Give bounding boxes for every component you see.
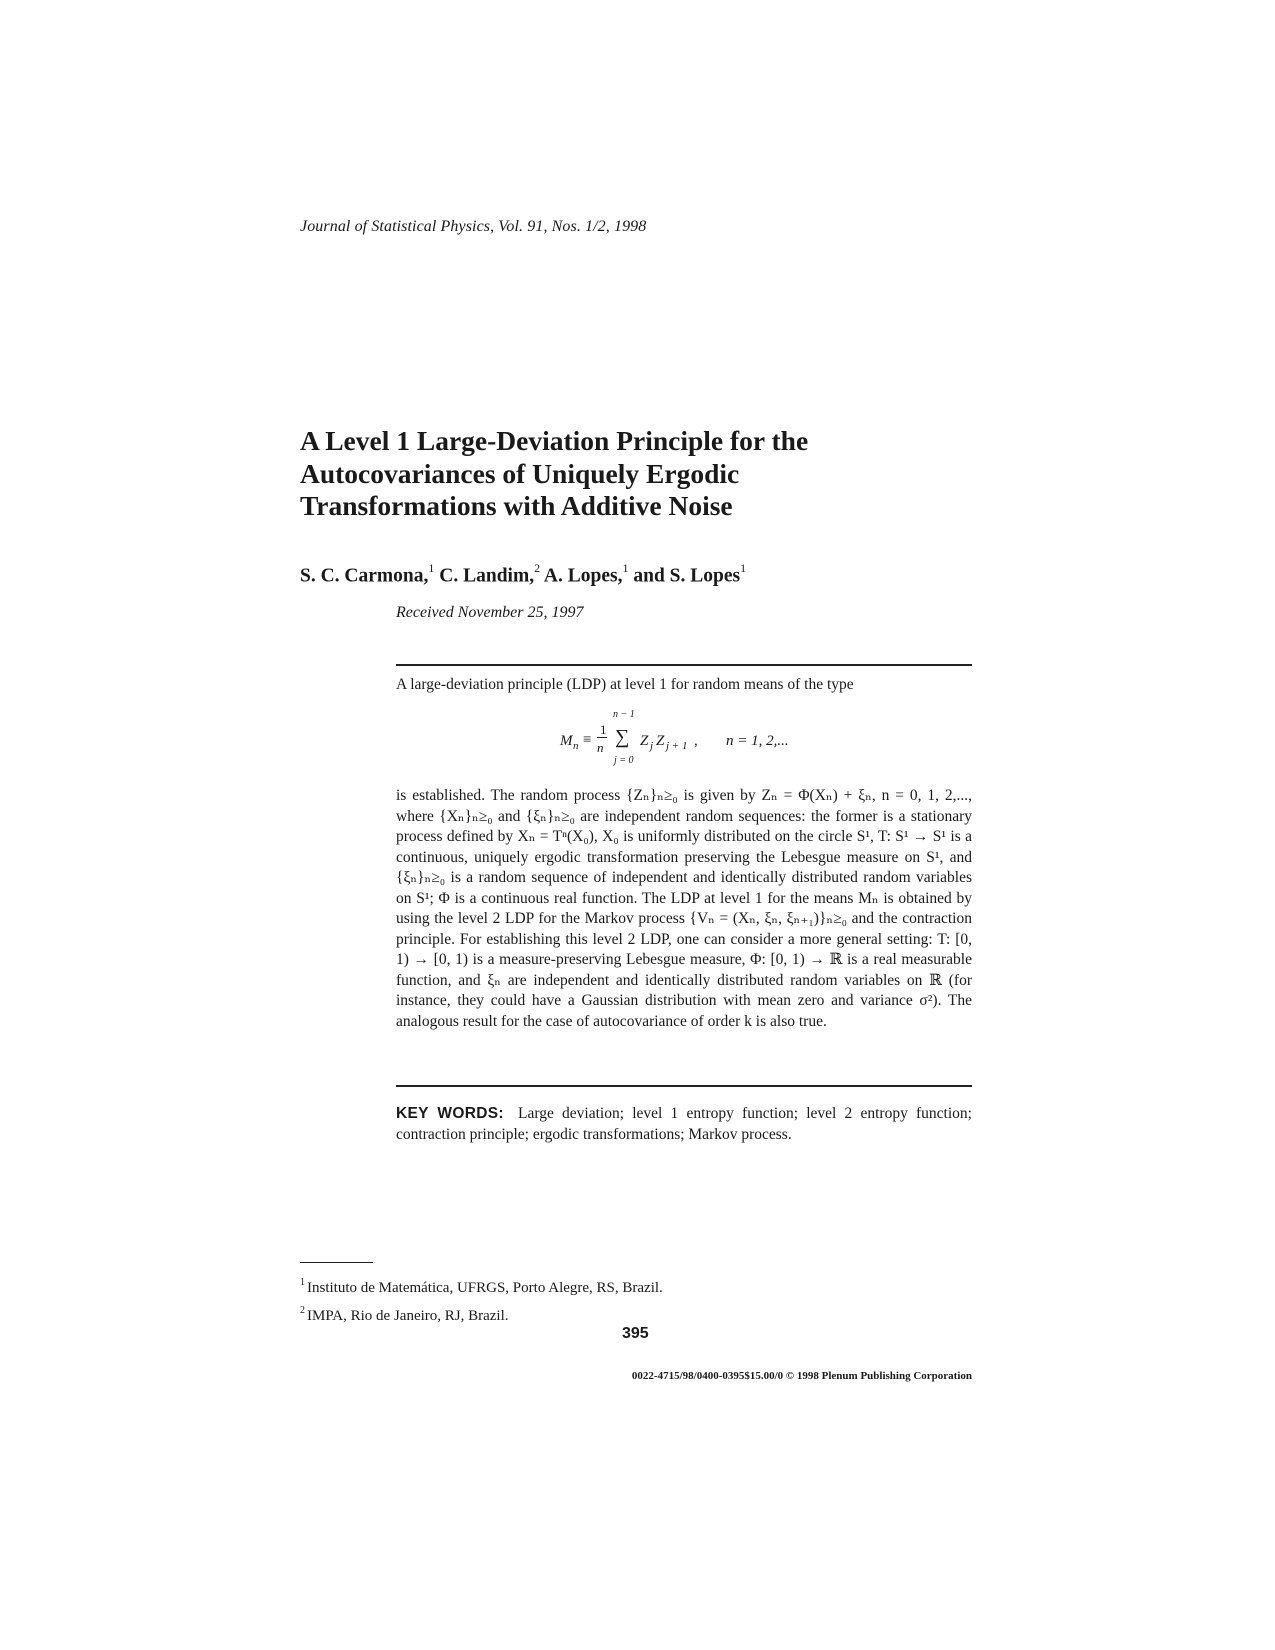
equation-term-subscript: j + 1 — [666, 740, 688, 752]
footnote — [300, 1300, 663, 1328]
sum-lower-limit: j = 0 — [614, 755, 634, 766]
abstract-paragraph: is established. The random process {Zₙ}ₙ≥₀ is given by Zₙ = Φ(Xₙ) + ξₙ, n = 0, 1, 2,..., where {Xₙ}ₙ≥₀ and {ξₙ}ₙ≥₀ are independent random sequences: the former is a stationary process defined by Xₙ = Tⁿ(X₀), X₀ is uniformly distributed on the circle S¹, T: S¹ → S¹ is a continuous, uniquely ergodic transformation preserving the Lebesgue measure on S¹, and {ξₙ}ₙ≥₀ is a random sequence of independent and identically distributed random variables on S¹; Φ is a continuous real function. The LDP at level 1 for the means Mₙ is obtained by using the level 2 LDP for the Markov process {Vₙ = (Xₙ, ξₙ, ξₙ₊₁)}ₙ≥₀ and the contraction principle. For establishing this level 2 LDP, one can consider a more general setting: T: [0, 1) → [0, 1) is a measure-preserving Lebesgue measure, Φ: [0, 1) → ℝ is a real measurable function, and ξₙ are independent and identically distributed random variables on ℝ (for instance, they could have a Gaussian distribution with mean zero and variance σ²). The analogous result for the case of autocovariance of order k is also true. — [396, 787, 972, 1030]
affiliation-mark: 1 — [622, 561, 629, 575]
author-name: A. Lopes, — [543, 565, 623, 587]
footnote-mark: 2 — [300, 1305, 305, 1316]
footnote-text: IMPA, Rio de Janeiro, RJ, Brazil. — [307, 1308, 509, 1324]
fraction-bar — [597, 737, 607, 738]
footnote-text: Instituto de Matemática, UFRGS, Porto Alegre, RS, Brazil. — [307, 1280, 663, 1296]
affiliation-mark: 2 — [534, 561, 541, 575]
keywords-label: KEY WORDS: — [396, 1105, 504, 1122]
abstract-bottom-rule — [396, 1085, 972, 1087]
title-line: Autocovariances of Uniquely Ergodic — [300, 457, 740, 489]
equation-range: n = 1, 2,... — [726, 733, 789, 749]
paper-title — [300, 425, 940, 523]
received-date: Received November 25, 1997 — [396, 604, 584, 621]
equation-lhs-subscript: n — [573, 740, 579, 752]
equation-term: Z — [640, 733, 649, 749]
author-list — [300, 563, 746, 588]
equation-equiv: ≡ — [583, 732, 592, 748]
title-line: Transformations with Additive Noise — [300, 490, 733, 521]
author-name: C. Landim, — [439, 565, 535, 587]
equation-term-subscript: j — [650, 740, 654, 752]
fraction-denominator: n — [597, 740, 604, 755]
author-name: S. C. Carmona, — [300, 565, 429, 587]
affiliation-mark: 1 — [428, 561, 435, 575]
equation-term: Z — [656, 733, 665, 749]
sum-symbol: ∑ — [615, 726, 630, 748]
display-equation — [560, 709, 860, 773]
abstract-top-rule — [396, 664, 972, 666]
journal-citation: Journal of Statistical Physics, Vol. 91, Nos. 1/2, 1998 — [300, 218, 647, 235]
title-line: A Level 1 Large-Deviation Principle for the — [300, 425, 809, 456]
equation-comma: , — [694, 733, 698, 749]
fraction-numerator: 1 — [600, 722, 607, 737]
author-name: and S. Lopes — [633, 565, 741, 587]
footnote-rule — [300, 1262, 373, 1263]
keywords-text: Large deviation; level 1 entropy function; level 2 entropy function; contraction principle; ergodic transformations; Markov process. — [396, 1105, 972, 1143]
footnote-mark: 1 — [300, 1277, 305, 1288]
abstract-intro: A large-deviation principle (LDP) at level 1 for random means of the type — [396, 676, 854, 693]
page-number: 395 — [622, 1325, 649, 1342]
equation-lhs: M — [560, 733, 573, 749]
footnote — [300, 1272, 663, 1300]
affiliation-mark: 1 — [740, 561, 747, 575]
copyright-line: 0022-4715/98/0400-0395$15.00/0 © 1998 Plenum Publishing Corporation — [631, 1370, 972, 1382]
footnotes — [300, 1272, 663, 1328]
keywords-block — [396, 1103, 972, 1145]
abstract-body — [396, 786, 972, 1032]
sum-upper-limit: n − 1 — [613, 709, 635, 720]
